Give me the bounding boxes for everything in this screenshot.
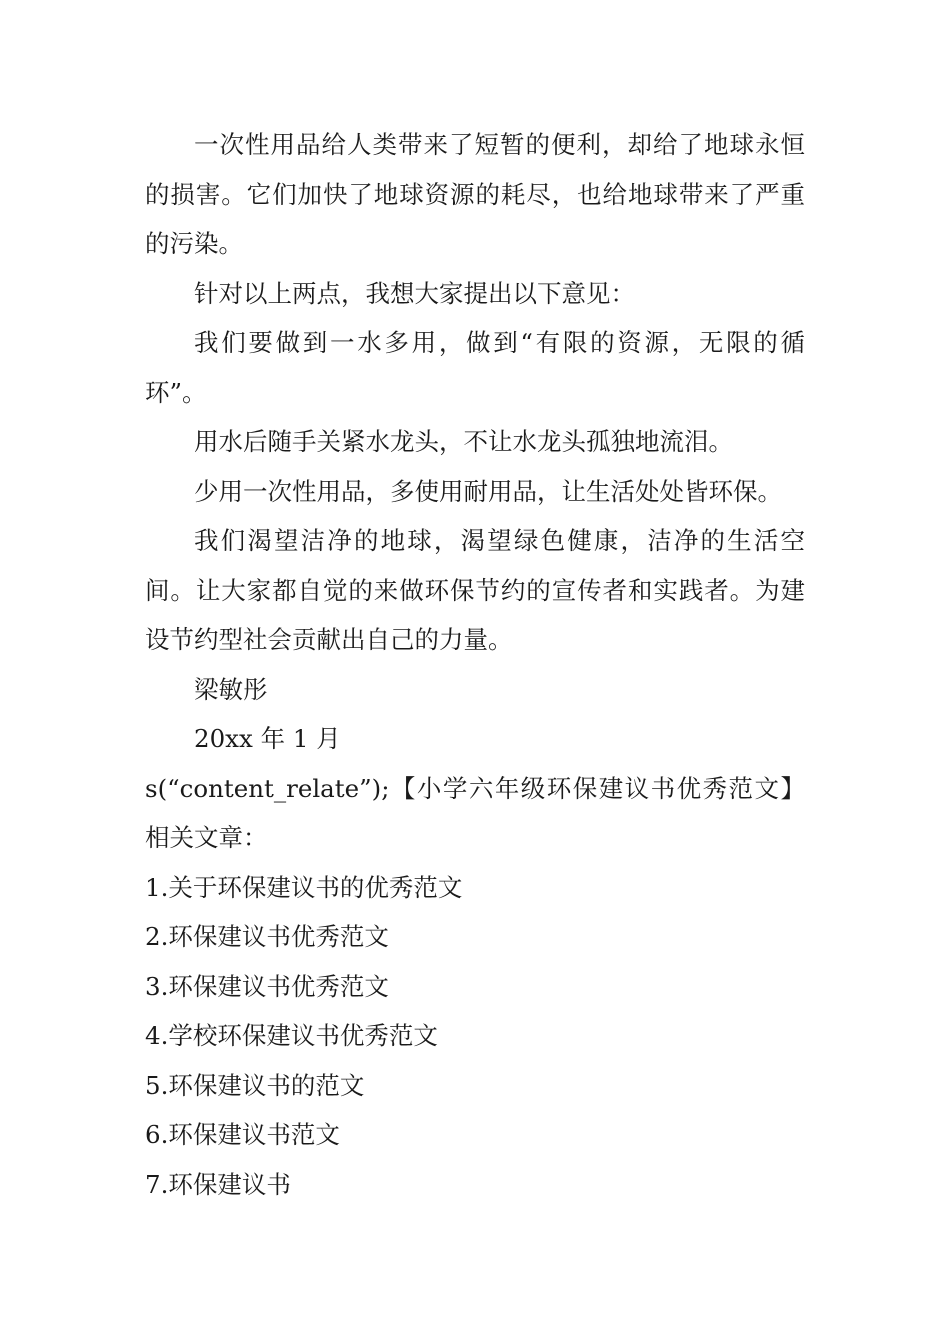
paragraph-water-reuse: 我们要做到一水多用，做到“有限的资源，无限的循环”。 (145, 328, 805, 407)
paragraph-conclusion: 我们渴望洁净的地球，渴望绿色健康，洁净的生活空间。让大家都自觉的来做环保节约的宣传者和实践者。为建设节约型社会贡献出自己的力量。 (145, 526, 805, 654)
related-articles-heading: s(“content_relate”);【小学六年级环保建议书优秀范文】相关文章： (145, 773, 805, 852)
signature: 梁敏彤 (194, 674, 268, 704)
related-article-link[interactable]: 5.环保建议书的范文 (145, 1070, 365, 1100)
paragraph-suggestions-intro: 针对以上两点，我想大家提出以下意见： (194, 278, 635, 308)
related-article-link[interactable]: 2.环保建议书优秀范文 (145, 922, 389, 951)
date: 20xx 年 1 月 (194, 724, 341, 753)
paragraph-tap-water: 用水后随手关紧水龙头，不让水龙头孤独地流泪。 (194, 427, 733, 456)
paragraph-durable-goods: 少用一次性用品，多使用耐用品，让生活处处皆环保。 (194, 476, 782, 506)
related-article-link[interactable]: 4.学校环保建议书优秀范文 (145, 1021, 438, 1050)
paragraph-disposable-items: 一次性用品给人类带来了短暂的便利，却给了地球永恒的损害。它们加快了地球资源的耗尽，也给地球带来了严重的污染。 (145, 130, 805, 258)
related-articles-list (145, 863, 805, 1210)
document-body (145, 120, 805, 1209)
related-article-link[interactable]: 7.环保建议书 (145, 1169, 291, 1199)
related-article-link[interactable]: 3.环保建议书优秀范文 (145, 971, 389, 1001)
related-article-link[interactable]: 1.关于环保建议书的优秀范文 (145, 872, 463, 902)
related-article-link[interactable]: 6.环保建议书范文 (145, 1120, 340, 1149)
